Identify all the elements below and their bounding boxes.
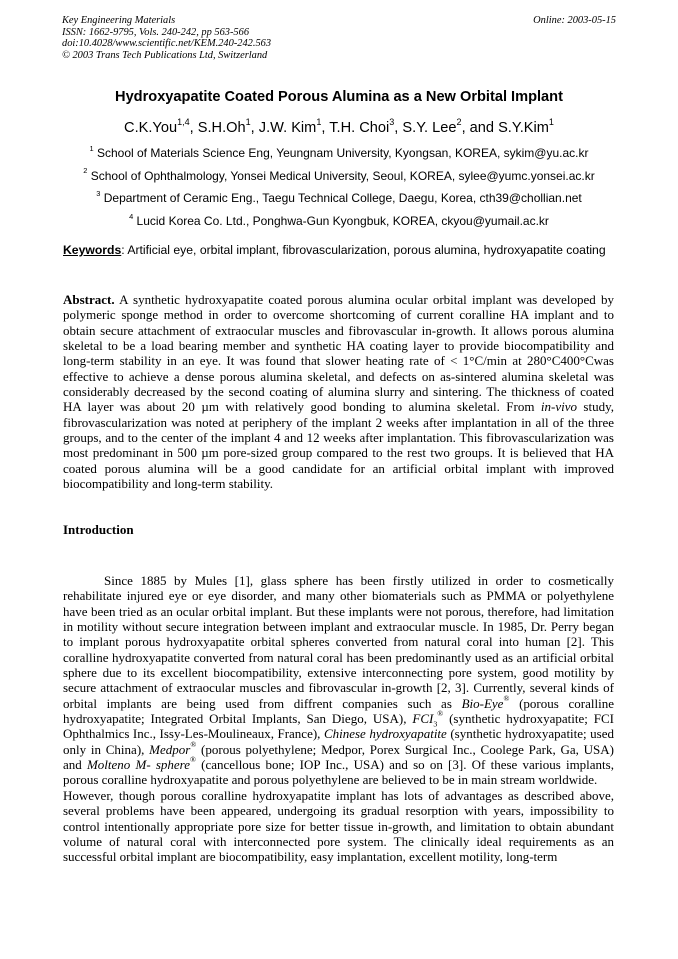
paragraph-text: (cancellous bone; IOP Inc., USA) and so on [3]. Of these various implants, porous coralline hydroxyapatite and porous polyethylene are believed to be in main stream worldwide. <box>63 757 614 788</box>
paper-title: Hydroxyapatite Coated Porous Alumina as a New Orbital Implant <box>115 89 563 105</box>
author-separator: , and <box>461 120 499 136</box>
author-name: S.H.Oh <box>197 120 246 136</box>
registered-mark: ® <box>503 693 510 703</box>
affiliation <box>40 142 638 165</box>
author-name: J.W. Kim <box>258 120 317 136</box>
keywords-text: Artificial eye, orbital implant, fibrovascularization, porous alumina, hydroxyapatite coating <box>124 243 606 257</box>
author-separator: , <box>250 120 259 136</box>
author-affiliation-mark: 2 <box>456 116 462 127</box>
author-separator: , <box>394 120 403 136</box>
introduction-heading: Introduction <box>63 522 134 537</box>
affiliation <box>40 210 638 233</box>
author-name: T.H. Choi <box>329 120 390 136</box>
paragraph-text: (porous coralline hydroxyapatite; Integrated Orbital Implants, San Diego, USA), <box>63 695 614 727</box>
author-affiliation-mark: 1 <box>548 116 554 127</box>
paragraph-text: (synthetic hydroxyapatite; used only in China), <box>63 726 614 757</box>
registered-mark: ® <box>190 755 196 765</box>
author-affiliation-mark: 1,4 <box>177 116 190 127</box>
affiliation-text: Lucid Korea Co. Ltd., Ponghwa-Gun Kyongbuk, KOREA, ckyou@yumail.ac.kr <box>136 213 549 228</box>
affiliation <box>40 165 638 188</box>
journal-name: Key Engineering Materials <box>62 15 176 26</box>
registered-mark: ® <box>437 709 444 719</box>
paragraph: However, though porous coralline hydroxyapatite implant has lots of advantages as described above, several problems have been appeared, undergoing its gradual resorption with years, impossibility to control intentionally appropriate pore size for better tissue in-growth, and limitation to obtain abundant volume of natural coral with interconnected pore system. The clinically ideal requirements as an successful orbital implant are biocompatibility, easy implantation, excellent motility, long-term <box>63 787 614 865</box>
journal-header <box>62 15 271 61</box>
product-name: FCI <box>412 711 434 727</box>
abstract-label: Abstract. <box>63 292 115 307</box>
product-subscript: 3 <box>433 719 438 729</box>
abstract-text-cont: study, fibrovascularization was noted at periphery of the implant 2 weeks after implantation in all of the three groups, and to the center of the implant 4 and 12 weeks after implantation. This fibrovascularization was most predominant in 500 µm pore-sized group compared to the rest two groups. It is believed that HA coated porous alumina will be a good candidate for an artificial orbital implant with improved biocompatibility and long-term stability. <box>63 399 615 492</box>
doi-line: doi:10.4028/www.scientific.net/KEM.240-242.563 <box>62 38 272 50</box>
author-list <box>40 118 638 138</box>
author-separator: , <box>189 120 198 136</box>
registered-mark: ® <box>190 739 197 749</box>
keywords-label: Keywords <box>63 243 122 257</box>
abstract-italic: in-vivo <box>540 399 577 415</box>
affiliation-number: 3 <box>96 189 101 199</box>
product-name: Molteno M- sphere <box>86 757 191 773</box>
abstract-section <box>63 292 614 491</box>
online-date: Online: 2003-05-15 <box>533 15 616 26</box>
affiliation-text: School of Materials Science Eng, Yeungnam University, Kyongsan, KOREA, sykim@yu.ac.kr <box>96 146 589 160</box>
affiliation <box>40 187 638 210</box>
author-affiliation-mark: 1 <box>316 116 322 127</box>
affiliation-text: Department of Ceramic Eng., Taegu Technical College, Daegu, Korea, cth39@chollian.net <box>103 191 582 206</box>
product-name: Bio-Eye <box>461 695 504 711</box>
affiliation-number: 4 <box>129 211 134 221</box>
copyright-line: © 2003 Trans Tech Publications Ltd, Switzerland <box>62 49 268 61</box>
keywords-colon: : <box>121 243 125 257</box>
author-name: S.Y.Kim <box>498 120 549 136</box>
affiliation-number: 2 <box>83 166 88 176</box>
product-name: Chinese hydroxyapatite <box>323 726 447 742</box>
paragraph <box>63 573 614 788</box>
author-affiliation-mark: 3 <box>389 116 395 127</box>
author-name: S.Y. Lee <box>402 120 457 136</box>
affiliation-text: School of Ophthalmology, Yonsei Medical University, Seoul, KOREA, sylee@yumc.yonsei.ac.kr <box>90 168 595 183</box>
author-name: C.K.You <box>124 120 178 136</box>
affiliation-list <box>40 142 638 232</box>
introduction-body <box>63 573 614 865</box>
abstract-text: A synthetic hydroxyapatite coated porous alumina ocular orbital implant was developed by polymeric sponge method in order to overcome shortcoming of current coralline HA implant and to obtain secure attachment of extraocular muscles and fibrovascular in-growth. It allows porous alumina skeletal to be a load bearing member and synthetic HA coating layer to provide biocompatibility and long-term stability in an eye. It was found that slower heating rate of < 1°C/min at 280°C400°Cwas effective to achieve a dense porous alumina skeletal, and defects on as-sintered alumina skeletal was considerably decreased by the second coating of alumina slurry and sintering. The thickness of coated HA layer was about 20 µm with relatively good bonding to alumina skeletal. From <box>63 292 614 415</box>
affiliation-number: 1 <box>89 143 94 153</box>
author-affiliation-mark: 1 <box>245 116 251 127</box>
keywords-section <box>63 243 614 257</box>
paragraph-text: (porous polyethylene; Medpor, Porex Surgical Inc., Coolege Park, Ga, USA) and <box>63 741 614 773</box>
product-name: Medpor <box>149 741 191 757</box>
author-separator: , <box>321 120 330 136</box>
issn-line: ISSN: 1662-9795, Vols. 240-242, pp 563-566 <box>62 26 250 38</box>
paragraph-text: (synthetic hydroxyapatite; FCI Ophthalmics Inc., Issy-Les-Moulineaux, France), <box>63 711 614 742</box>
paragraph-text: Since 1885 by Mules [1], glass sphere has been firstly utilized in order to cosmetically rehabilitate injured eye or eye disorder, and many other biomaterials such as PMMA or polyethylene have been tried as an ocular orbital implant. But these implants were not porous, therefore, had limitation in motility without secure integration between implant and extraocular muscle. In 1985, Dr. Perry began to implant porous hydroxyapatite orbital spheres converted from natural coral into human [2]. This coralline hydroxyapatite converted from natural coral has been predominantly used as an artificial orbital sphere due to its excellent biocompatibility, extensive interconnecting pore system, good motility by secure attachment of extraocular muscles and fibrovascular in-growth [2, 3]. Currently, several kinds of orbital implants are being used from diffrent companies such as <box>63 573 614 711</box>
